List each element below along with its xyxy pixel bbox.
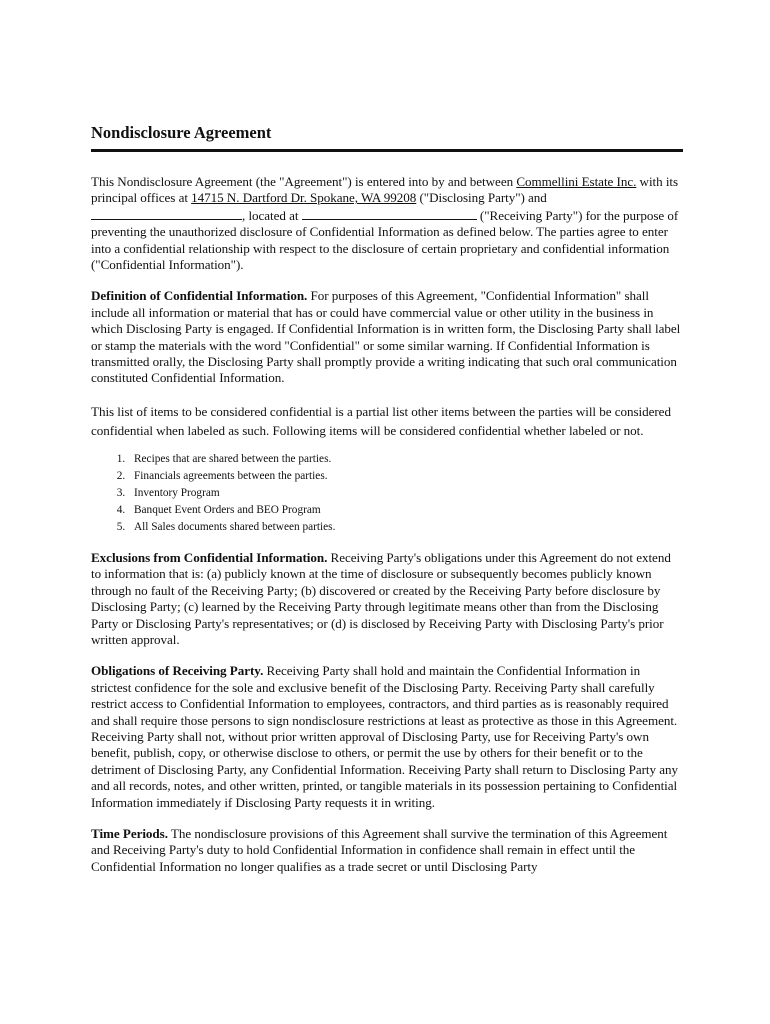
confidential-items-list — [91, 451, 683, 536]
intro-text-3: ("Disclosing Party") and — [416, 190, 547, 206]
intro-paragraph — [91, 174, 683, 273]
intro-text-5: ("Receiving Party") for the purpose of preventing the unauthorized disclosure of Confidential Information as defined below. The parties agree to enter into a confidential relationship with respect to the disclosure of certain proprietary and confidential information ("Confidential Information"). — [91, 207, 679, 273]
list-item: 1. Recipes that are shared between the parties. — [128, 451, 683, 468]
document-title: Nondisclosure Agreement — [91, 123, 272, 142]
document-page — [91, 122, 683, 890]
list-item: 5. All Sales documents shared between parties. — [128, 519, 683, 536]
obligations-heading: Obligations of Receiving Party. — [91, 663, 264, 679]
disclosing-party-address: 14715 N. Dartford Dr. Spokane, WA 99208 — [191, 190, 417, 206]
exclusions-paragraph — [91, 550, 683, 648]
exclusions-text: Receiving Party's obligations under this Agreement do not extend to information that is: (a) publicly known at the time of disclosure or subsequently becomes publicly known through no fault of the Receiving Party; (b) discovered or created by the Receiving Party before disclosure by Disclosing Party; (c) learned by the Receiving Party through legitimate means other than from the Disclosing Party or Disclosing Party's representatives; or (d) is disclosed by Receiving Party with Disclosing Party's prior written approval. — [91, 549, 671, 647]
intro-text-2: with its principal offices at — [91, 174, 679, 206]
definition-text: For purposes of this Agreement, "Confidential Information" shall include all information or material that has or could have commercial value or other utility in the business in which Disclosing Party is engaged. If Confidential Information is in written form, the Disclosing Party shall label or stamp the materials with the word "Confidential" or some similar warning. If Confidential Information is transmitted orally, the Disclosing Party shall promptly provide a writing indicating that such oral communication constituted Confidential Information. — [91, 288, 681, 386]
time-periods-text: The nondisclosure provisions of this Agreement shall survive the termination of this Agreement and Receiving Party's duty to hold Confidential Information in confidence shall remain in effect until the Confidential Information no longer qualifies as a trade secret or until Disclosing Party — [91, 825, 668, 874]
title-rule — [91, 149, 683, 152]
definition-paragraph — [91, 288, 683, 386]
receiving-party-location-blank — [302, 207, 477, 220]
list-intro-paragraph: This list of items to be considered confidential is a partial list other items between the parties will be considered confidential when labeled as such. Following items will be considered confidential whether labeled or not. — [91, 403, 671, 439]
intro-text-1: This Nondisclosure Agreement (the "Agreement") is entered into by and between — [91, 174, 517, 189]
time-periods-paragraph — [91, 826, 683, 875]
receiving-party-name-blank — [91, 207, 242, 220]
disclosing-party-name: Commellini Estate Inc. — [516, 174, 637, 189]
list-item: 3. Inventory Program — [128, 485, 683, 502]
intro-text-4: , located at — [242, 207, 302, 223]
list-item: 4. Banquet Event Orders and BEO Program — [128, 502, 683, 519]
time-periods-heading: Time Periods. — [91, 825, 168, 841]
definition-heading: Definition of Confidential Information. — [91, 288, 308, 304]
obligations-paragraph — [91, 663, 683, 811]
list-item: 2. Financials agreements between the parties. — [128, 468, 683, 485]
exclusions-heading: Exclusions from Confidential Information. — [91, 549, 328, 565]
obligations-text: Receiving Party shall hold and maintain the Confidential Information in strictest confidence for the sole and exclusive benefit of the Disclosing Party. Receiving Party shall carefully restrict access to Confidential Information to employees, contractors, and third parties as is reasonably required and shall require those persons to sign nondisclosure restrictions at least as protective as those in this Agreement. Receiving Party shall not, without prior written approval of Disclosing Party, use for Receiving Party's own benefit, publish, copy, or otherwise disclose to others, or permit the use by others for their benefit or to the detriment of Disclosing Party, any Confidential Information. Receiving Party shall return to Disclosing Party any and all records, notes, and other written, printed, or tangible materials in its possession pertaining to Confidential Information immediately if Disclosing Party requests it in writing. — [91, 663, 678, 810]
